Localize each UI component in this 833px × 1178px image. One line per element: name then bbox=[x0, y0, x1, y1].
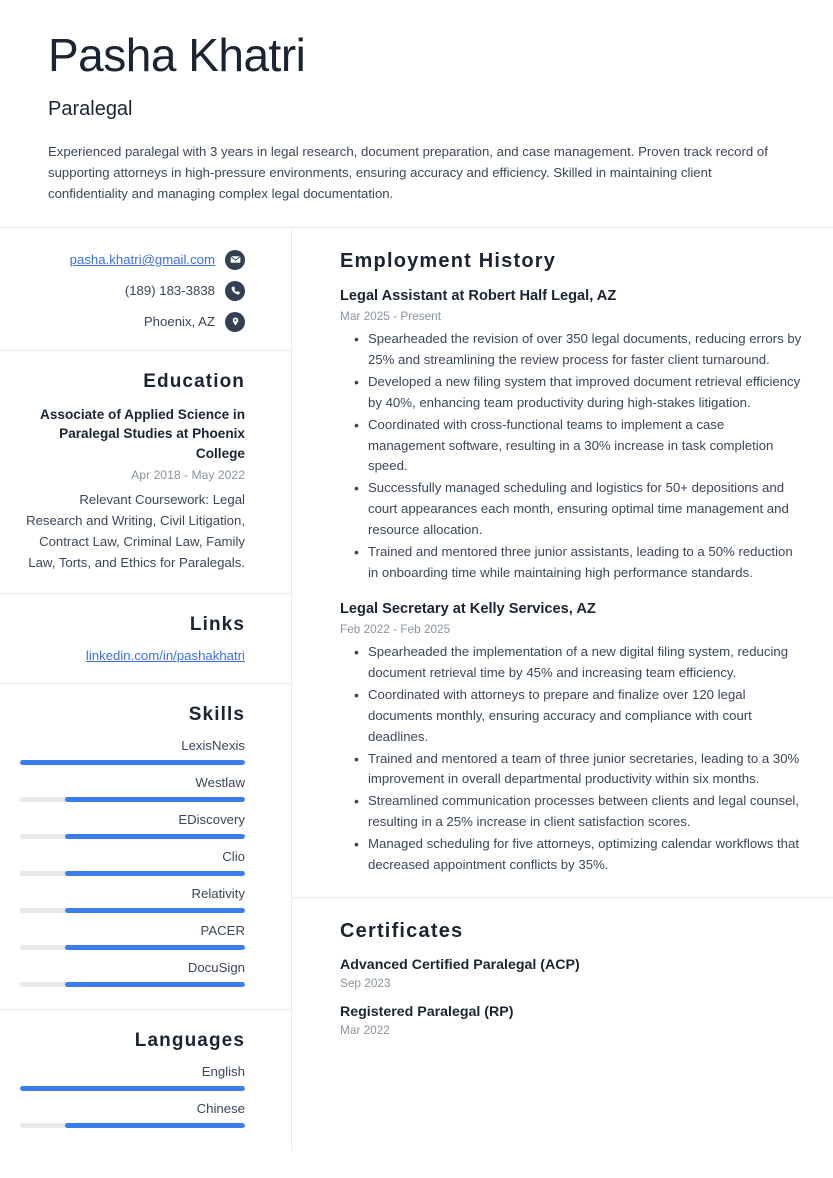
skill-label: Clio bbox=[222, 849, 245, 865]
skill-level-track bbox=[20, 871, 245, 876]
skill-item bbox=[20, 923, 245, 950]
employment-bullet: • Spearheaded the revision of over 350 legal documents, reducing errors by 25% and streamlining the review process for faster client turnaround. bbox=[368, 329, 803, 371]
skill-level-track bbox=[20, 834, 245, 839]
links-section bbox=[0, 594, 291, 683]
education-degree: Associate of Applied Science in Paralegal Studies at Phoenix College bbox=[40, 406, 245, 462]
phone-icon bbox=[225, 281, 245, 301]
language-label: Chinese bbox=[196, 1101, 245, 1117]
skill-level-track bbox=[20, 797, 245, 802]
languages-list bbox=[20, 1064, 245, 1128]
phone-text: (189) 183-3838 bbox=[124, 283, 215, 299]
language-item bbox=[20, 1101, 245, 1128]
resume-body bbox=[0, 228, 833, 1151]
language-level-track bbox=[20, 1086, 245, 1091]
contact-details-section bbox=[0, 228, 291, 350]
certificate-entry bbox=[340, 1004, 803, 1037]
employment-bullet: • Coordinated with attorneys to prepare and finalize over 120 legal documents monthly, ensuring accuracy and compliance with court deadlines. bbox=[368, 685, 803, 748]
candidate-name: Pasha Khatri bbox=[48, 29, 306, 81]
contact-row-email[interactable] bbox=[20, 250, 245, 270]
skill-level-track bbox=[20, 760, 245, 765]
certificates-heading: Certificates bbox=[340, 919, 464, 942]
skill-item bbox=[20, 738, 245, 765]
skill-item bbox=[20, 960, 245, 987]
skill-level-fill bbox=[65, 797, 245, 802]
skills-section bbox=[0, 684, 291, 1009]
language-level-track bbox=[20, 1123, 245, 1128]
certificate-date: Mar 2022 bbox=[340, 1022, 390, 1037]
professional-summary: Experienced paralegal with 3 years in legal research, document preparation, and case management. Proven track record of supporting attorneys in high-pressure environments, ensuring accuracy and efficiency. Skilled in maintaining client confidentiality and managing complex legal documentation. bbox=[48, 143, 768, 202]
skill-level-fill bbox=[65, 982, 245, 987]
education-date: Apr 2018 - May 2022 bbox=[131, 467, 245, 482]
email-text[interactable]: pasha.khatri@gmail.com bbox=[69, 252, 215, 268]
skill-level-track bbox=[20, 908, 245, 913]
skill-level-track bbox=[20, 945, 245, 950]
linkedin-link[interactable]: linkedin.com/in/pashakhatri bbox=[85, 648, 245, 664]
certificate-date: Sep 2023 bbox=[340, 975, 391, 990]
employment-bullet-list bbox=[340, 329, 803, 583]
languages-section bbox=[0, 1010, 291, 1150]
education-section bbox=[0, 351, 291, 594]
skills-heading: Skills bbox=[188, 704, 245, 726]
employment-bullet: • Streamlined communication processes between clients and legal counsel, resulting in a 25% increase in client satisfaction scores. bbox=[368, 791, 803, 833]
skill-label: LexisNexis bbox=[181, 738, 245, 754]
language-level-fill bbox=[65, 1123, 245, 1128]
skill-item bbox=[20, 886, 245, 913]
skill-level-fill bbox=[65, 834, 245, 839]
skill-level-fill bbox=[65, 871, 245, 876]
location-text: Phoenix, AZ bbox=[143, 314, 215, 330]
employment-bullet: • Trained and mentored a team of three junior secretaries, leading to a 30% improvement in overall departmental productivity within six months. bbox=[368, 749, 803, 791]
employment-history-heading: Employment History bbox=[340, 249, 557, 272]
education-description: Relevant Coursework: Legal Research and Writing, Civil Litigation, Contract Law, Criminal Law, Family Law, Torts, and Ethics for Paralegals. bbox=[26, 491, 245, 571]
skill-label: Westlaw bbox=[195, 775, 245, 791]
links-heading: Links bbox=[189, 614, 245, 636]
language-item bbox=[20, 1064, 245, 1091]
employment-entry-date: Mar 2025 - Present bbox=[340, 309, 441, 324]
employment-bullet: • Coordinated with cross-functional teams to implement a case management software, resulting in a 30% increase in task completion speed. bbox=[368, 415, 803, 478]
employment-entry bbox=[340, 287, 803, 584]
location-pin-icon bbox=[225, 312, 245, 332]
employment-entry-date: Feb 2022 - Feb 2025 bbox=[340, 622, 451, 637]
skill-level-fill bbox=[20, 760, 245, 765]
contact-row-location bbox=[20, 312, 245, 332]
skill-level-fill bbox=[65, 945, 245, 950]
skill-level-fill bbox=[65, 908, 245, 913]
skill-label: EDiscovery bbox=[178, 812, 245, 828]
certificate-name: Advanced Certified Paralegal (ACP) bbox=[340, 956, 580, 973]
skill-label: Relativity bbox=[191, 886, 245, 902]
employment-entry-title: Legal Secretary at Kelly Services, AZ bbox=[340, 600, 596, 617]
employment-bullet: • Successfully managed scheduling and logistics for 50+ depositions and court appearances each month, ensuring optimal time management and resource allocation. bbox=[368, 478, 803, 541]
skill-item bbox=[20, 775, 245, 802]
employment-bullet: • Developed a new filing system that improved document retrieval efficiency by 40%, enhancing team productivity during high-stakes litigation. bbox=[368, 372, 803, 414]
certificate-entry bbox=[340, 957, 803, 990]
certificate-entries bbox=[340, 957, 803, 1037]
candidate-job-title: Paralegal bbox=[48, 97, 133, 120]
skill-level-track bbox=[20, 982, 245, 987]
language-label: English bbox=[201, 1064, 245, 1080]
skill-label: DocuSign bbox=[187, 960, 245, 976]
link-item[interactable] bbox=[20, 648, 245, 663]
language-level-fill bbox=[20, 1086, 245, 1091]
employment-bullet: • Trained and mentored three junior assistants, leading to a 50% reduction in onboarding time while maintaining high performance standards. bbox=[368, 542, 803, 584]
employment-bullet-list bbox=[340, 642, 803, 875]
employment-bullet: • Managed scheduling for five attorneys, optimizing calendar workflows that decreased appointment conflicts by 35%. bbox=[368, 834, 803, 876]
employment-entry bbox=[340, 600, 803, 876]
skills-list bbox=[20, 738, 245, 987]
skill-item bbox=[20, 812, 245, 839]
resume-header bbox=[0, 0, 833, 227]
employment-entries bbox=[340, 287, 803, 876]
certificate-name: Registered Paralegal (RP) bbox=[340, 1003, 514, 1020]
envelope-icon bbox=[225, 250, 245, 270]
sidebar-column bbox=[0, 228, 292, 1151]
education-heading: Education bbox=[143, 370, 245, 392]
contact-row-phone bbox=[20, 281, 245, 301]
languages-heading: Languages bbox=[134, 1030, 245, 1052]
employment-bullet: • Spearheaded the implementation of a new digital filing system, reducing document retrieval time by 45% and increasing team efficiency. bbox=[368, 642, 803, 684]
skill-label: PACER bbox=[200, 923, 245, 939]
employment-entry-title: Legal Assistant at Robert Half Legal, AZ bbox=[340, 287, 617, 304]
skill-item bbox=[20, 849, 245, 876]
certificates-section bbox=[292, 898, 833, 1057]
main-column bbox=[292, 228, 833, 1151]
employment-history-section bbox=[292, 228, 833, 897]
